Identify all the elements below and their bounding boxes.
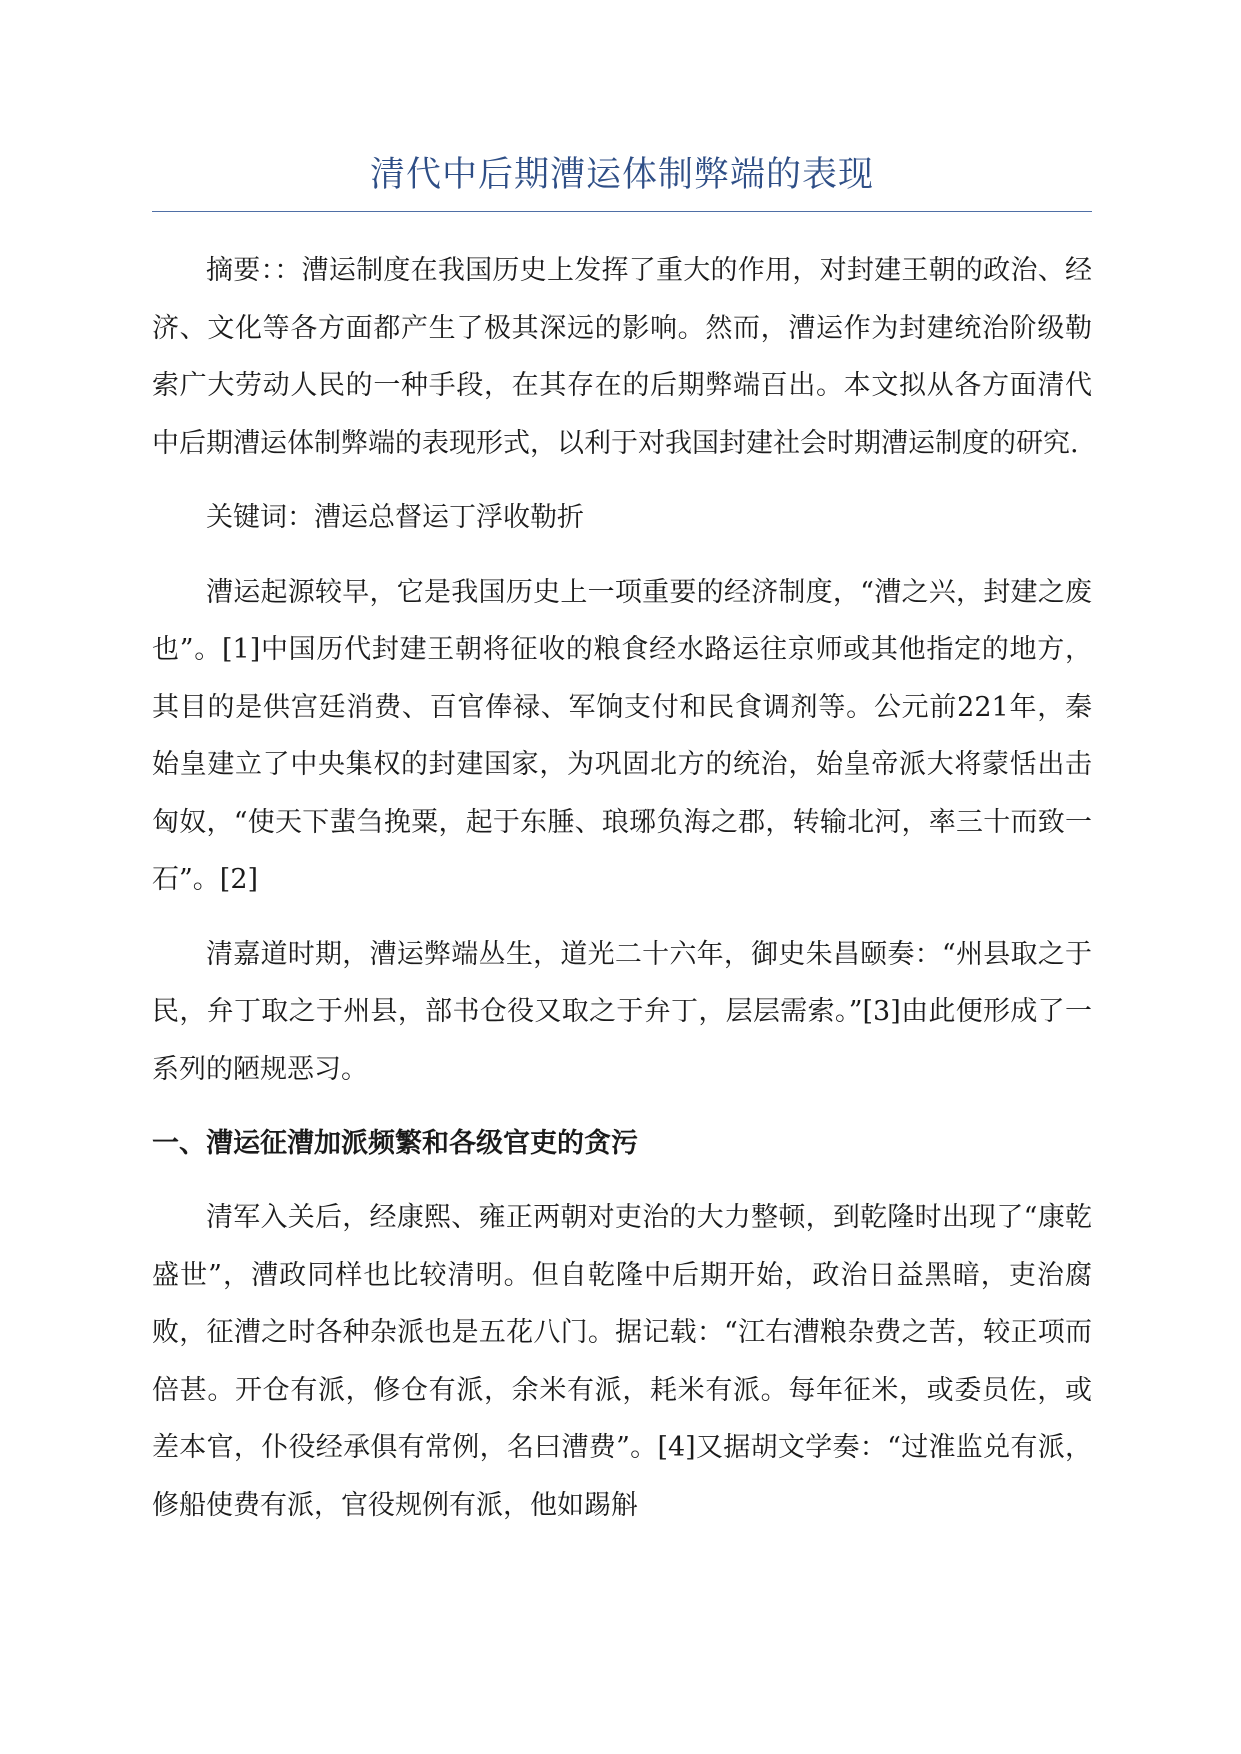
section-paragraph: 清军入关后，经康熙、雍正两朝对吏治的大力整顿，到乾隆时出现了“康乾盛世”，漕政同样也比较清明。但自乾隆中后期开始，政治日益黑暗，吏治腐败，征漕之时各种杂派也是五花八门。据记载：“江右漕粮杂费之苦，较正项而倍甚。开仓有派，修仓有派，余米有派，耗米有派。每年征米，或委员佐，或差本官，仆役经承俱有常例，名曰漕费”。[4]又据胡文学奏：“过淮监兑有派，修船使费有派，官役规例有派，他如踢斛 xyxy=(152,1202,1092,1521)
abstract-paragraph: 摘要：：漕运制度在我国历史上发挥了重大的作用，对封建王朝的政治、经济、文化等各方面都产生了极其深远的影响。然而，漕运作为封建统治阶级勒索广大劳动人民的一种手段，在其存在的后期弊端百出。本文拟从各方面清代中后期漕运体制弊端的表现形式，以利于对我国封建社会时期漕运制度的研究. xyxy=(152,255,1092,459)
title-underline xyxy=(152,211,1092,212)
document-title: 清代中后期漕运体制弊端的表现 xyxy=(369,155,874,195)
keywords-paragraph: 关键词：漕运总督运丁浮收勒折 xyxy=(206,502,584,533)
intro-paragraph: 清嘉道时期，漕运弊端丛生，道光二十六年，御史朱昌颐奏：“州县取之于民，弁丁取之于州县，部书仓役又取之于弁丁，层层需索。”[3]由此便形成了一系列的陋规恶习。 xyxy=(152,938,1092,1085)
intro-paragraph: 漕运起源较早，它是我国历史上一项重要的经济制度，“漕之兴，封建之废也”。[1]中国历代封建王朝将征收的粮食经水路运往京师或其他指定的地方，其目的是供宫廷消费、百官俸禄、军饷支付和民食调剂等。公元前221年，秦始皇建立了中央集权的封建国家，为巩固北方的统治，始皇帝派大将蒙恬出击匈奴，“使天下蜚刍挽粟，起于东腄、琅琊负海之郡，转输北河，率三十而致一石”。[2] xyxy=(152,576,1092,895)
section-heading: 一、漕运征漕加派频繁和各级官吏的贪污 xyxy=(152,1128,638,1159)
document-page xyxy=(152,140,1092,1551)
